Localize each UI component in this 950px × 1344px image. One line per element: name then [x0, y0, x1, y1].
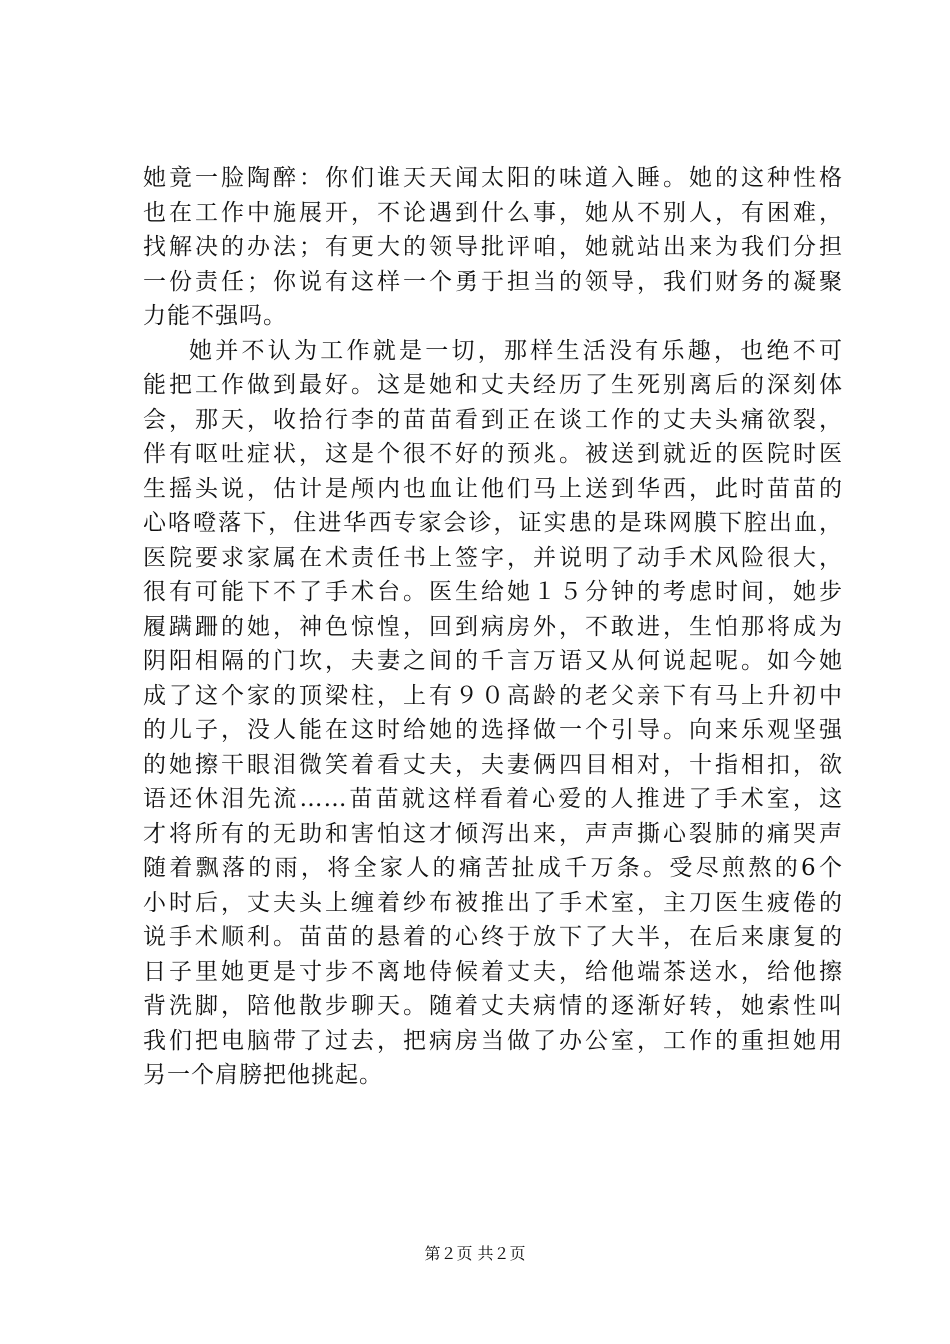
text-line: 我们把电脑带了过去，把病房当做了办公室，工作的重担她用 [143, 1027, 843, 1054]
text-line: 她并不认为工作就是一切，那样生活没有乐趣，也绝不可 [189, 337, 843, 364]
text-line: 的她擦干眼泪微笑着看丈夫，夫妻俩四目相对，十指相扣，欲 [143, 751, 843, 778]
text-line: 成了这个家的顶梁柱，上有９０高龄的老父亲下有马上升初中 [143, 682, 843, 709]
text-line: 小时后，丈夫头上缠着纱布被推出了手术室，主刀医生疲倦的 [143, 889, 843, 916]
text-line: 会，那天，收拾行李的苗苗看到正在谈工作的丈夫头痛欲裂， [143, 406, 843, 433]
text-line: 说手术顺利。苗苗的悬着的心终于放下了大半，在后来康复的 [143, 924, 843, 950]
text-line: 医院要求家属在术责任书上签字，并说明了动手术风险很大， [143, 544, 843, 571]
paragraph-1 [143, 161, 843, 334]
text-line: 阴阳相隔的门坎，夫妻之间的千言万语又从何说起呢。如今她 [143, 648, 843, 674]
text-line: 背洗脚，陪他散步聊天。随着丈夫病情的逐渐好转，她索性叫 [143, 993, 843, 1019]
text-line: 很有可能下不了手术台。医生给她１５分钟的考虑时间，她步 [143, 579, 843, 605]
text-line: 一份责任；你说有这样一个勇于担当的领导，我们财务的凝聚 [143, 268, 843, 295]
text-line: 生摇头说，估计是颅内也血让他们马上送到华西，此时苗苗的 [143, 475, 843, 502]
paragraph-2 [143, 334, 843, 1093]
text-line: 她竟一脸陶醉：你们谁天天闻太阳的味道入睡。她的这种性格 [143, 165, 843, 191]
text-line: 心咯噔落下，住进华西专家会诊，证实患的是珠网膜下腔出血， [143, 510, 843, 536]
text-line: 找解决的办法；有更大的领导批评咱，她就站出来为我们分担 [143, 234, 843, 260]
text-line: 也在工作中施展开，不论遇到什么事，她从不别人，有困难， [143, 199, 843, 226]
text-line: 的儿子，没人能在这时给她的选择做一个引导。向来乐观坚强 [143, 717, 843, 743]
text-line: 随着飘落的雨，将全家人的痛苦扯成千万条。受尽煎熬的6个 [143, 855, 843, 881]
page-number-footer: 第２页 共２页 [424, 1244, 526, 1263]
text-line: 能把工作做到最好。这是她和丈夫经历了生死别离后的深刻体 [143, 372, 843, 398]
text-line: 履蹒跚的她，神色惊惶，回到病房外，不敢进，生怕那将成为 [143, 613, 843, 640]
text-line: 力能不强吗。 [143, 303, 287, 329]
text-line: 伴有呕吐症状，这是个很不好的预兆。被送到就近的医院时医 [143, 441, 843, 467]
text-line: 日子里她更是寸步不离地侍候着丈夫，给他端茶送水，给他擦 [143, 958, 843, 985]
text-line: 另一个肩膀把他挑起。 [143, 1062, 383, 1088]
text-line: 语还休泪先流……苗苗就这样看着心爱的人推进了手术室，这 [143, 786, 843, 812]
document-body [143, 161, 843, 1093]
text-line: 才将所有的无助和害怕这才倾泻出来，声声撕心裂肺的痛哭声 [143, 820, 843, 847]
